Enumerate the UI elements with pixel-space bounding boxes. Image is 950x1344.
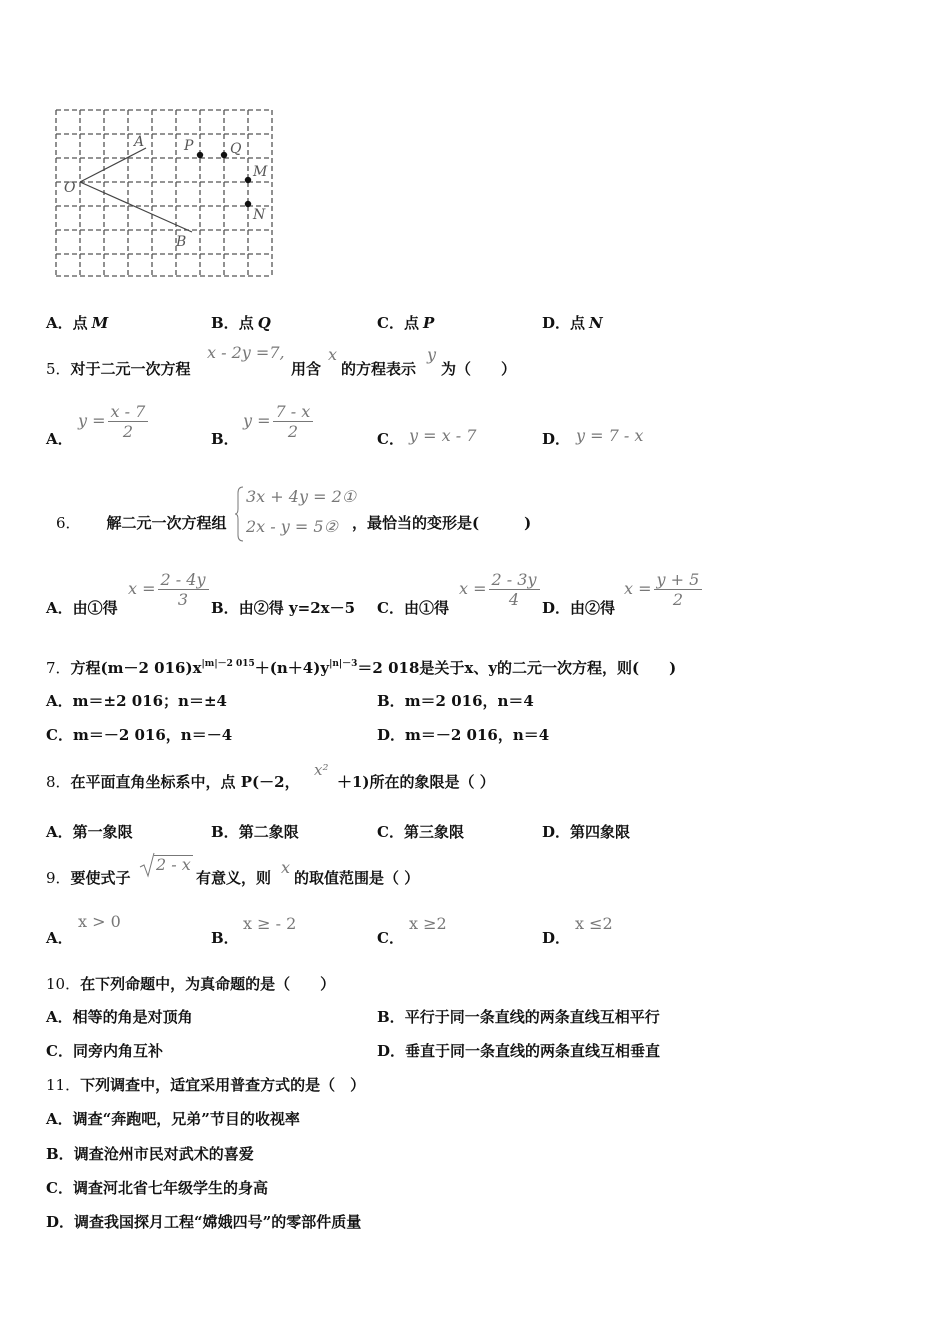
q5-stem-mid: 用含 — [291, 360, 322, 378]
q8-option-d[interactable]: D．第四象限 — [542, 823, 631, 841]
q11-stem: 11．下列调查中，适宜采用普查方式的是（ ） — [46, 1076, 366, 1094]
q8-stem: 8．在平面直角坐标系中，点 P(－2， — [46, 773, 300, 791]
q11-option-a[interactable]: A．调查“奔跑吧，兄弟”节目的收视率 — [46, 1110, 300, 1128]
q9-stem-mid: 有意义，则 — [196, 869, 272, 887]
q9-option-b-expr: x ≥ - 2 — [243, 914, 297, 933]
q5-var-x: x — [328, 345, 338, 364]
q5-var-y: y — [427, 345, 437, 364]
label-n: N — [253, 207, 266, 223]
point-m — [245, 177, 251, 183]
q10-option-c[interactable]: C．同旁内角互补 — [46, 1042, 163, 1060]
q9-option-a-letter[interactable]: A． — [46, 929, 73, 947]
label-a: A — [134, 134, 145, 150]
q9-option-c-letter[interactable]: C． — [377, 929, 404, 947]
sqrt-sign-icon — [139, 852, 155, 878]
q5-option-a-expr: y = $\frac{x - 7}{2}$ — [78, 402, 150, 441]
q6-option-c-label[interactable]: C．由①得 — [377, 599, 449, 617]
q6-eq2: 2x - y = 5② — [246, 517, 338, 536]
q10-stem: 10．在下列命题中，为真命题的是（ ） — [46, 975, 336, 993]
point-q — [221, 152, 227, 158]
q8-option-c[interactable]: C．第三象限 — [377, 823, 464, 841]
q7-stem: 7．方程(m－2 $016)x^{|m|-2 015}+(n+4)y^{|n|-3}=2$ 018是关于x、y的二元一次方程，则( ) — [46, 659, 677, 677]
q5-stem-mid2: 的方程表示 — [341, 360, 417, 378]
q6-option-d-label[interactable]: D．由②得 — [542, 599, 616, 617]
q6-brace — [234, 485, 244, 543]
q5-stem-post: 为（ ） — [441, 360, 517, 378]
grid-figure — [50, 104, 280, 284]
q6-option-c-expr: x = $\frac{2 - 3y}{4}$ — [459, 570, 542, 609]
q6-option-a-expr: x = $\frac{2 - 4y}{3}$ — [128, 570, 211, 609]
label-m: M — [253, 164, 268, 180]
point-n — [245, 201, 251, 207]
q8-stem-post: ＋1)所在的象限是（ ） — [337, 773, 495, 791]
ray-ob — [80, 182, 192, 232]
q4-option-b[interactable]: B．点 Q — [211, 314, 271, 332]
q6-eq1: 3x + 4y = 2① — [246, 487, 357, 506]
q9-option-d-letter[interactable]: D． — [542, 929, 571, 947]
label-p: P — [184, 138, 194, 154]
point-p — [197, 152, 203, 158]
q6-stem: 6． 解二元一次方程组 — [56, 514, 227, 532]
q7-option-c[interactable]: C．m＝－2 016，n＝－4 — [46, 726, 233, 744]
q9-option-a-expr: x > 0 — [78, 912, 121, 931]
q5-option-b-expr: y = $\frac{7 - x}{2}$ — [243, 402, 315, 441]
q4-option-d[interactable]: D．点 N — [542, 314, 603, 332]
q9-radicand: 2 - x — [156, 855, 191, 874]
q8-option-b[interactable]: B．第二象限 — [211, 823, 299, 841]
q11-option-c[interactable]: C．调查河北省七年级学生的身高 — [46, 1179, 268, 1197]
q9-stem: 9．要使式子 — [46, 869, 131, 887]
q4-option-a[interactable]: A．点 M — [46, 314, 109, 332]
q8-option-a[interactable]: A．第一象限 — [46, 823, 133, 841]
q9-option-d-expr: x ≤2 — [575, 914, 613, 933]
q6-option-d-expr: x = $\frac{y + 5}{2}$ — [624, 570, 704, 609]
q10-option-b[interactable]: B．平行于同一条直线的两条直线互相平行 — [377, 1008, 660, 1026]
q5-equation: x - 2y =7, — [207, 343, 285, 362]
ray-oa — [80, 148, 146, 182]
q5-option-d-expr: y = 7 - x — [576, 426, 644, 445]
q7-option-b[interactable]: B．m＝2 016，n＝4 — [377, 692, 534, 710]
label-o: O — [64, 180, 76, 196]
q6-option-b[interactable]: B．由②得 y=2x－5 — [211, 599, 356, 617]
q5-option-b-letter[interactable]: B． — [211, 430, 239, 448]
q9-stem-post: 的取值范围是（ ） — [294, 869, 420, 887]
q5-option-c-letter[interactable]: C． — [377, 430, 404, 448]
q8-expr: x² — [314, 761, 329, 779]
q6-option-a-label[interactable]: A．由①得 — [46, 599, 118, 617]
label-q: Q — [230, 141, 242, 157]
q11-option-b[interactable]: B．调查沧州市民对武术的喜爱 — [46, 1145, 254, 1163]
q10-option-d[interactable]: D．垂直于同一条直线的两条直线互相垂直 — [377, 1042, 661, 1060]
q7-option-d[interactable]: D．m＝－2 016，n＝4 — [377, 726, 550, 744]
q7-option-a[interactable]: A．m＝±2 016；n＝±4 — [46, 692, 227, 710]
q11-option-d[interactable]: D．调查我国探月工程“嫦娥四号”的零部件质量 — [46, 1213, 362, 1231]
label-b: B — [176, 234, 187, 250]
q6-stem-post: ，最恰当的变形是( ) — [352, 514, 532, 532]
q9-option-b-letter[interactable]: B． — [211, 929, 239, 947]
q10-option-a[interactable]: A．相等的角是对顶角 — [46, 1008, 193, 1026]
q5-option-c-expr: y = x - 7 — [409, 426, 477, 445]
q4-option-c[interactable]: C．点 P — [377, 314, 435, 332]
q5-option-a-letter[interactable]: A． — [46, 430, 73, 448]
q9-var: x — [281, 858, 291, 877]
q5-option-d-letter[interactable]: D． — [542, 430, 571, 448]
q5-stem: 5．对于二元一次方程 — [46, 360, 191, 378]
q9-option-c-expr: x ≥2 — [409, 914, 447, 933]
